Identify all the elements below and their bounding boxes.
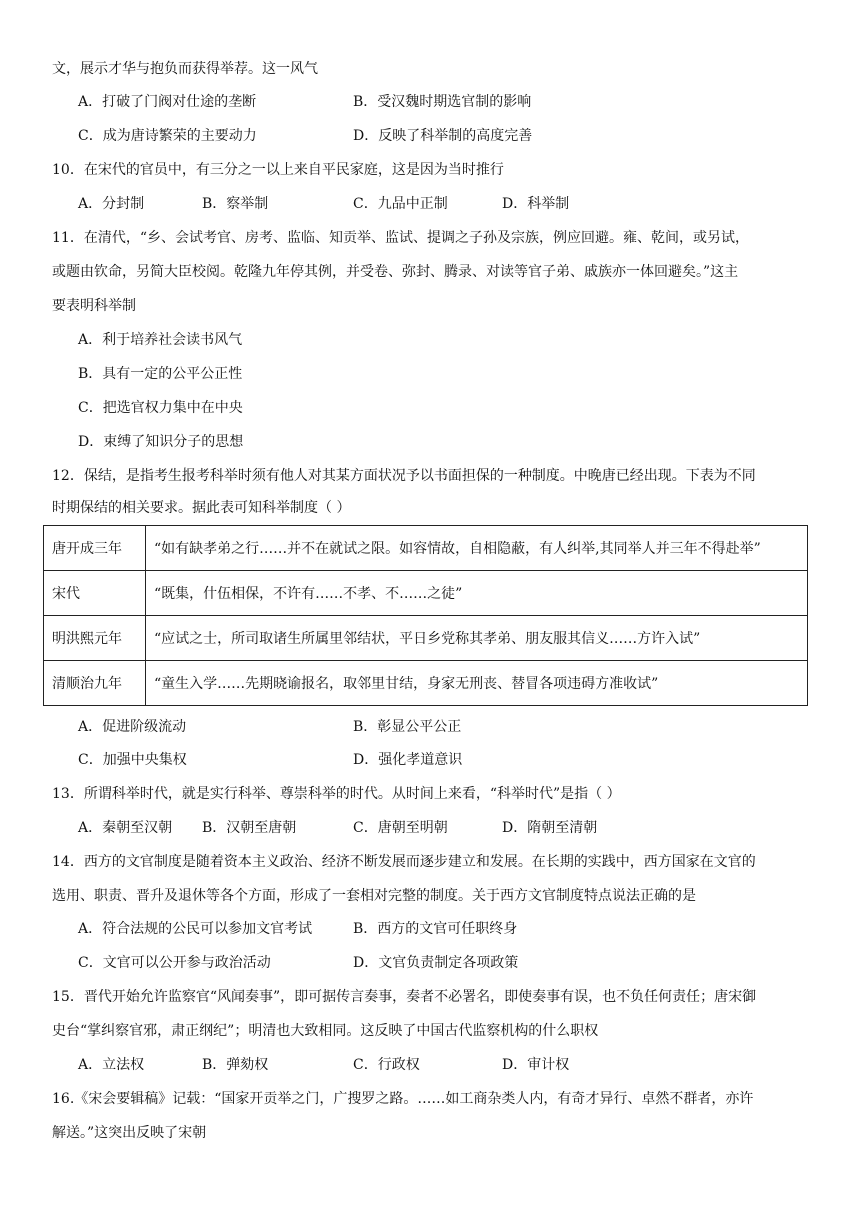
q14-stem-line-1: 14．西方的文官制度是随着资本主义政治、经济不断发展而逐步建立和发展。在长期的实践中，西方国家在文官的 (52, 854, 756, 870)
era-cell: 清顺治九年 (44, 661, 146, 706)
requirement-cell: “童生入学……先期晓谕报名，取邻里甘结，身家无刑丧、替冒各项违碍方准收试” (146, 661, 808, 706)
q14-option-d[interactable]: D．文官负责制定各项政策 (353, 955, 519, 971)
q12-option-a[interactable]: A．促进阶级流动 (78, 719, 187, 735)
q13-stem: 13．所谓科举时代，就是实行科举、尊崇科举的时代。从时间上来看，“科举时代”是指（ ） (52, 786, 621, 802)
era-cell: 明洪熙元年 (44, 616, 146, 661)
q9-option-b[interactable]: B．受汉魏时期选官制的影响 (353, 94, 532, 110)
baojie-requirements-table (43, 525, 808, 706)
q15-stem-line-1: 15．晋代开始允许监察官“风闻奏事”，即可据传言奏事，奏者不必署名，即使奏事有误，也不负任何责任；唐宋御 (52, 989, 757, 1005)
era-cell: 唐开成三年 (44, 526, 146, 571)
q12-option-b[interactable]: B．彰显公平公正 (353, 719, 462, 735)
q16-stem-line-1: 16.《宋会要辑稿》记载：“国家开贡举之门，广搜罗之路。……如工商杂类人内，有奇才异行、卓然不群者，亦许 (52, 1091, 754, 1107)
q11-option-d[interactable]: D．束缚了知识分子的思想 (78, 434, 244, 450)
q14-option-b[interactable]: B．西方的文官可任职终身 (353, 921, 518, 937)
q14-option-a[interactable]: A．符合法规的公民可以参加文官考试 (78, 921, 313, 937)
q11-option-b[interactable]: B．具有一定的公平公正性 (78, 366, 243, 382)
q16-stem-line-2: 解送。”这突出反映了宋朝 (52, 1125, 207, 1141)
q15-option-c[interactable]: C．行政权 (353, 1057, 420, 1073)
q13-option-a[interactable]: A．秦朝至汉朝 (78, 820, 173, 836)
table-row (44, 661, 808, 706)
q11-stem-line-3: 要表明科举制 (52, 298, 136, 314)
q9-stem-tail: 文，展示才华与抱负而获得举荐。这一风气 (52, 61, 318, 77)
q12-stem-line-1: 12．保结，是指考生报考科举时须有他人对其某方面状况予以书面担保的一种制度。中晚唐已经出现。下表为不同 (52, 468, 756, 484)
q14-option-c[interactable]: C．文官可以公开参与政治活动 (78, 955, 271, 971)
q10-option-b[interactable]: B．察举制 (202, 196, 269, 212)
q11-stem-line-2: 或题由钦命，另简大臣校阅。乾隆九年停其例，并受卷、弥封、腾录、对读等官子弟、戚族亦一体回避矣。”这主 (52, 264, 739, 280)
q9-option-d[interactable]: D．反映了科举制的高度完善 (353, 128, 533, 144)
q12-option-c[interactable]: C．加强中央集权 (78, 752, 187, 768)
q11-option-c[interactable]: C．把选官权力集中在中央 (78, 400, 243, 416)
requirement-cell: “既集，什伍相保，不许有……不孝、不……之徒” (146, 571, 808, 616)
q15-option-d[interactable]: D．审计权 (502, 1057, 570, 1073)
table-row (44, 616, 808, 661)
q15-option-b[interactable]: B．弹劾权 (202, 1057, 269, 1073)
q13-option-d[interactable]: D．隋朝至清朝 (502, 820, 598, 836)
q9-option-c[interactable]: C．成为唐诗繁荣的主要动力 (78, 128, 257, 144)
q13-option-b[interactable]: B．汉朝至唐朝 (202, 820, 297, 836)
table-row (44, 571, 808, 616)
requirement-cell: “如有缺孝弟之行……并不在就试之限。如容情故，自相隐蔽，有人纠举,其同举人并三年不得赴举” (146, 526, 808, 571)
q9-option-a[interactable]: A．打破了门阀对仕途的垄断 (78, 94, 257, 110)
q11-stem-line-1: 11．在清代，“乡、会试考官、房考、监临、知贡举、监试、提调之子孙及宗族，例应回避。雍、乾间，或另试， (52, 230, 749, 246)
q11-option-a[interactable]: A．利于培养社会读书风气 (78, 332, 243, 348)
q12-stem-line-2: 时期保结的相关要求。据此表可知科举制度（ ） (52, 500, 351, 516)
q15-option-a[interactable]: A．立法权 (78, 1057, 145, 1073)
q12-option-d[interactable]: D．强化孝道意识 (353, 752, 463, 768)
requirement-cell: “应试之士，所司取诸生所属里邻结状，平日乡党称其孝弟、朋友服其信义……方许入试” (146, 616, 808, 661)
q10-stem: 10．在宋代的官员中，有三分之一以上来自平民家庭，这是因为当时推行 (52, 162, 504, 178)
q10-option-a[interactable]: A．分封制 (78, 196, 145, 212)
q10-option-d[interactable]: D．科举制 (502, 196, 570, 212)
q10-option-c[interactable]: C．九品中正制 (353, 196, 448, 212)
q13-option-c[interactable]: C．唐朝至明朝 (353, 820, 448, 836)
q15-stem-line-2: 史台“掌纠察官邪，肃正纲纪”；明清也大致相同。这反映了中国古代监察机构的什么职权 (52, 1023, 599, 1039)
era-cell: 宋代 (44, 571, 146, 616)
q14-stem-line-2: 选用、职责、晋升及退休等各个方面，形成了一套相对完整的制度。关于西方文官制度特点说法正确的是 (52, 888, 696, 904)
table-row (44, 526, 808, 571)
